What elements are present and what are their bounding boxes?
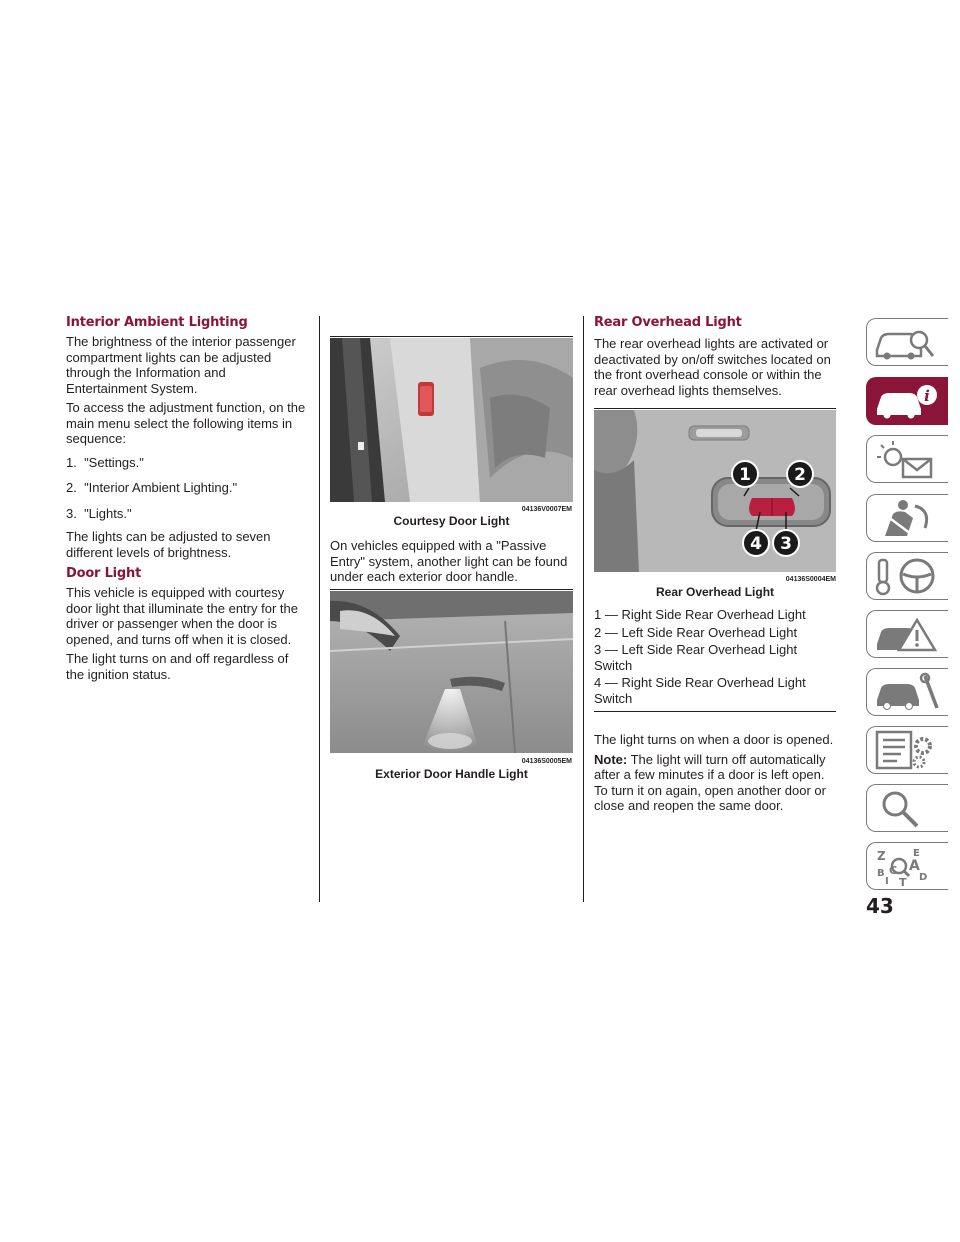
- index-letter: C: [889, 864, 898, 877]
- warning-lights-icon: [873, 439, 943, 479]
- page-number: 43: [866, 894, 894, 918]
- tab-in-case-of-emergency[interactable]: [866, 610, 948, 658]
- column-divider: [319, 316, 320, 902]
- section-heading: Interior Ambient Lighting: [66, 315, 248, 330]
- tab-getting-to-know-vehicle[interactable]: [866, 318, 948, 366]
- callout-1: 1: [739, 465, 751, 485]
- figure-top-rule: [330, 336, 573, 337]
- index-letter: A: [909, 858, 920, 874]
- starting-operating-icon: [873, 556, 943, 596]
- column-divider: [583, 316, 584, 902]
- index-letter: Z: [877, 849, 886, 863]
- tab-search[interactable]: [866, 784, 948, 832]
- legend-bottom-rule: [594, 711, 836, 712]
- index-letter: B: [877, 868, 885, 879]
- index-letter: E: [913, 848, 920, 859]
- figure-caption: Courtesy Door Light: [393, 514, 510, 528]
- in-case-of-emergency-icon: [873, 614, 943, 654]
- paragraph: The light turns on and off regardless of the ignition status.: [66, 651, 289, 682]
- section-heading: Door Light: [66, 566, 142, 581]
- paragraph: The rear overhead lights are activated or deactivated by on/off switches located on the front overhead console or within the rear overhead lights themselves.: [594, 336, 831, 398]
- figure-code: 04136V0007EM: [521, 506, 572, 513]
- index-letter: D: [919, 872, 928, 883]
- courtesy-door-light-image: [330, 338, 573, 502]
- search-icon: [873, 788, 943, 828]
- callout-2: 2: [794, 465, 806, 485]
- column-1: [66, 315, 306, 682]
- figure-top-rule: [330, 589, 573, 590]
- tab-getting-to-know-instrument-panel[interactable]: [866, 377, 948, 425]
- column-2-text: [330, 538, 575, 585]
- safety-icon: [873, 498, 943, 538]
- tab-warning-lights[interactable]: [866, 435, 948, 483]
- list-item: 3. "Lights.": [66, 505, 132, 521]
- servicing-maintenance-icon: [873, 672, 943, 712]
- tab-starting-operating[interactable]: [866, 552, 948, 600]
- tab-index[interactable]: [866, 842, 948, 890]
- note-text: The light will turn off automatically after a few minutes if a door is left open. To turn it on again, open another door or close and reopen the same door.: [594, 751, 826, 813]
- rear-overhead-light-image: [594, 410, 836, 572]
- column-3-bottom: [594, 732, 836, 814]
- column-3-top: [594, 315, 836, 398]
- legend-item: 3 — Left Side Rear Overhead Light Switch: [594, 642, 798, 673]
- callout-3: 3: [780, 534, 792, 554]
- svg-text:i: i: [924, 387, 930, 405]
- note-label: Note:: [594, 751, 628, 767]
- legend-item: 1 — Right Side Rear Overhead Light: [594, 607, 806, 622]
- paragraph: To access the adjustment function, on the main menu select the following items in sequence:: [66, 400, 306, 446]
- note: [594, 752, 836, 814]
- callout-4: 4: [750, 534, 762, 554]
- figure-top-rule: [594, 408, 836, 409]
- list-item: 1. "Settings.": [66, 454, 144, 470]
- paragraph: The lights can be adjusted to seven different levels of brightness.: [66, 529, 271, 560]
- exterior-door-handle-light-image: [330, 591, 573, 753]
- index-letter: I: [885, 876, 889, 886]
- index-icon: [873, 846, 943, 886]
- legend-item: 4 — Right Side Rear Overhead Light Switch: [594, 675, 806, 706]
- figure-code: 04136S0004EM: [785, 576, 836, 583]
- tab-safety[interactable]: [866, 494, 948, 542]
- figure-caption: Exterior Door Handle Light: [375, 767, 528, 781]
- paragraph: On vehicles equipped with a "Passive Entry" system, another light can be found under each exterior door handle.: [330, 538, 568, 584]
- section-heading: Rear Overhead Light: [594, 315, 742, 330]
- index-letter: T: [899, 876, 907, 886]
- paragraph: This vehicle is equipped with courtesy door light that illuminate the entry for the driver or passenger when the door is opened, and turns off when it is closed.: [66, 585, 298, 647]
- figure-caption: Rear Overhead Light: [655, 585, 775, 599]
- legend-list: [594, 607, 836, 706]
- tab-servicing-maintenance[interactable]: [866, 668, 948, 716]
- legend-item: 2 — Left Side Rear Overhead Light: [594, 624, 798, 640]
- figure-code: 04136S0005EM: [521, 758, 572, 765]
- getting-to-know-instrument-panel-icon: [873, 381, 943, 421]
- tab-technical-specifications[interactable]: [866, 726, 948, 774]
- list-item: 2. "Interior Ambient Lighting.": [66, 480, 238, 495]
- paragraph: The light turns on when a door is opened.: [594, 732, 834, 747]
- getting-to-know-vehicle-icon: [873, 322, 943, 362]
- technical-specifications-icon: [873, 730, 943, 770]
- paragraph: The brightness of the interior passenger compartment lights can be adjusted through the Information and Entertainment System.: [66, 334, 296, 396]
